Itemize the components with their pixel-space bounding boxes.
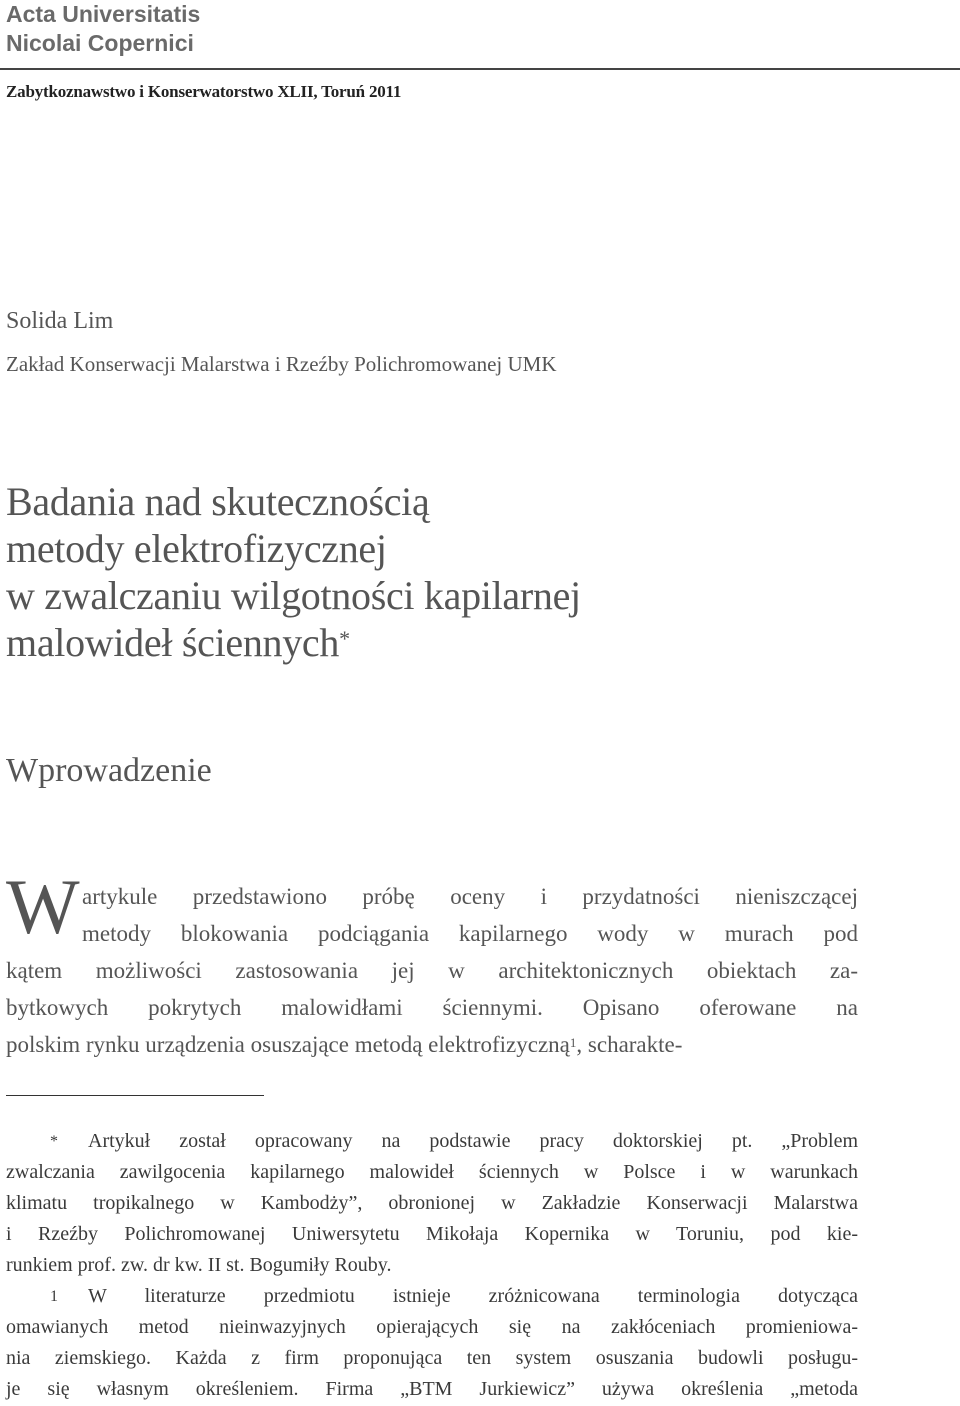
fn1-line1-wrap (6, 1126, 858, 1157)
section-heading: Wprowadzenie (6, 752, 212, 789)
footnotes (6, 1126, 858, 1405)
fn2-line1: W literaturze przedmiotu istnieje zróżnicowana terminologia dotycząca (88, 1285, 858, 1307)
body-line5 (6, 1026, 858, 1063)
body-line5b: , scharakte- (576, 1032, 683, 1057)
fn2-line4: je się własnym określeniem. Firma „BTM Jurkiewicz” używa określenia „metoda (6, 1378, 858, 1400)
fn1-line4: i Rzeźby Polichromowanej Uniwersytetu Mikołaja Kopernika w Toruniu, pod kie- (6, 1223, 858, 1245)
body-line5a: polskim rynku urządzenia osuszające metodą elektrofizyczną (6, 1032, 570, 1057)
body-line1: artykule przedstawiono próbę oceny i przydatności nieniszczącej (82, 884, 858, 909)
header-rule (0, 68, 960, 70)
fn1-line3: klimatu tropikalnego w Kambodży”, obronionej w Zakładzie Konserwacji Malarstwa (6, 1192, 858, 1214)
fn1-line2: zwalczania zawilgocenia kapilarnego malowideł ściennych w Polsce i w warunkach (6, 1161, 858, 1183)
author-affiliation: Zakład Konserwacji Malarstwa i Rzeźby Polichromowanej UMK (6, 352, 557, 376)
title-line1: Badania nad skutecznością (6, 479, 430, 524)
footnote-ref-1[interactable]: 1 (569, 1035, 577, 1050)
fn2-mark: 1 (50, 1288, 58, 1305)
fn2-line2: omawianych metod nieinwazyjnych opierających się na zakłóceniach promieniowa- (6, 1316, 858, 1338)
fn2-line1-wrap (6, 1281, 858, 1312)
title-line2: metody elektrofizycznej (6, 526, 387, 571)
fn1-line5: runkiem prof. zw. dr kw. II st. Bogumiły Rouby. (6, 1254, 392, 1276)
title-line3: w zwalczaniu wilgotności kapilarnej (6, 573, 581, 618)
fn1-line1: Artykuł został opracowany na podstawie pracy doktorskiej pt. „Problem (88, 1130, 858, 1152)
fn2-line3: nia ziemskiego. Każda z firm proponująca ten system osuszania budowli posługu- (6, 1347, 858, 1369)
fn1-mark: * (50, 1133, 58, 1150)
body-line3: kątem możliwości zastosowania jej w architektonicznych obiektach za- (6, 958, 858, 983)
body-line2: metody blokowania podciągania kapilarnego wody w murach pod (82, 921, 858, 946)
journal-name-line2: Nicolai Copernici (6, 30, 194, 56)
journal-name (6, 0, 200, 58)
body-text (6, 878, 858, 1063)
footnote-rule (6, 1095, 264, 1096)
journal-name-line1: Acta Universitatis (6, 1, 201, 27)
drop-cap: W (6, 863, 80, 950)
title-line4-wrap (6, 619, 581, 666)
body-line4: bytkowych pokrytych malowidłami ściennymi. Opisano oferowane na (6, 995, 858, 1020)
author-name: Solida Lim (6, 308, 114, 334)
article-title (6, 478, 581, 666)
journal-series: Zabytkoznawstwo i Konserwatorstwo XLII, Toruń 2011 (6, 82, 402, 101)
title-line4: malowideł ściennych (6, 620, 340, 665)
title-footnote-marker: * (339, 626, 350, 651)
